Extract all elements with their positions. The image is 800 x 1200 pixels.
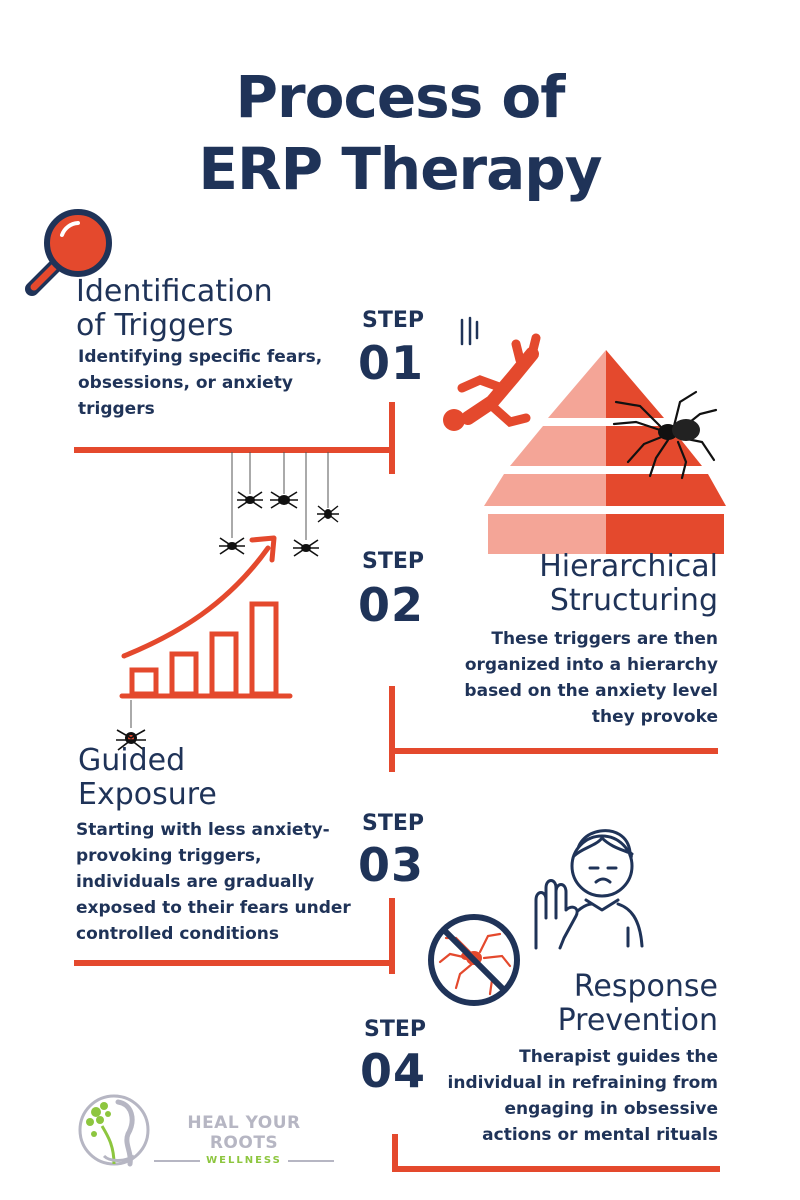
step-2-description: These triggers are then organized into a hierarchy based on the anxiety level they provoke: [464, 629, 718, 727]
logo-line-2: WELLNESS: [206, 1155, 282, 1166]
step-3-number: 03: [358, 838, 425, 892]
step-3-description: Starting with less anxiety- provoking triggers, individuals are gradually exposed to their fears under controlled conditions: [76, 820, 351, 944]
step-2-connector-vertical: [389, 686, 395, 772]
step-3-heading: Guided Exposure: [78, 743, 217, 812]
logo-rule-right: [288, 1160, 334, 1162]
title-line-1: Process of: [235, 63, 565, 131]
title-line-2: ERP Therapy: [198, 135, 602, 203]
step-1-number: 01: [358, 336, 425, 390]
logo-icon: [74, 1090, 154, 1170]
step-1-connector-vertical: [389, 402, 395, 474]
step-2-label: STEP: [362, 549, 425, 574]
step-4-description: Therapist guides the individual in refraining from engaging in obsessive actions or mental rituals: [447, 1047, 718, 1145]
step-4-label: STEP: [364, 1017, 427, 1042]
step-4-number: 04: [360, 1044, 427, 1098]
logo-text: [154, 1113, 334, 1167]
spider-icon: [610, 388, 720, 478]
stop-hand-person-icon: [516, 818, 666, 958]
step-1-heading: Identification of Triggers: [76, 274, 273, 343]
step-2-connector-horizontal: [389, 748, 718, 754]
step-1-description: Identifying specific fears, obsessions, or anxiety triggers: [78, 347, 323, 419]
step-4-heading: Response Prevention: [557, 969, 718, 1038]
step-3-label: STEP: [362, 811, 425, 836]
logo-rule-left: [154, 1160, 200, 1162]
step-2-heading: Hierarchical Structuring: [539, 549, 718, 618]
page-title: [0, 64, 800, 202]
logo-line-1: HEAL YOUR ROOTS: [187, 1113, 301, 1153]
step-2-number: 02: [358, 578, 425, 632]
step-3-connector-horizontal: [74, 960, 394, 966]
step-4-connector-horizontal: [392, 1166, 720, 1172]
bar-chart-arrow-icon: [118, 534, 293, 709]
step-1-label: STEP: [362, 308, 425, 333]
logo-subline: [154, 1155, 334, 1167]
